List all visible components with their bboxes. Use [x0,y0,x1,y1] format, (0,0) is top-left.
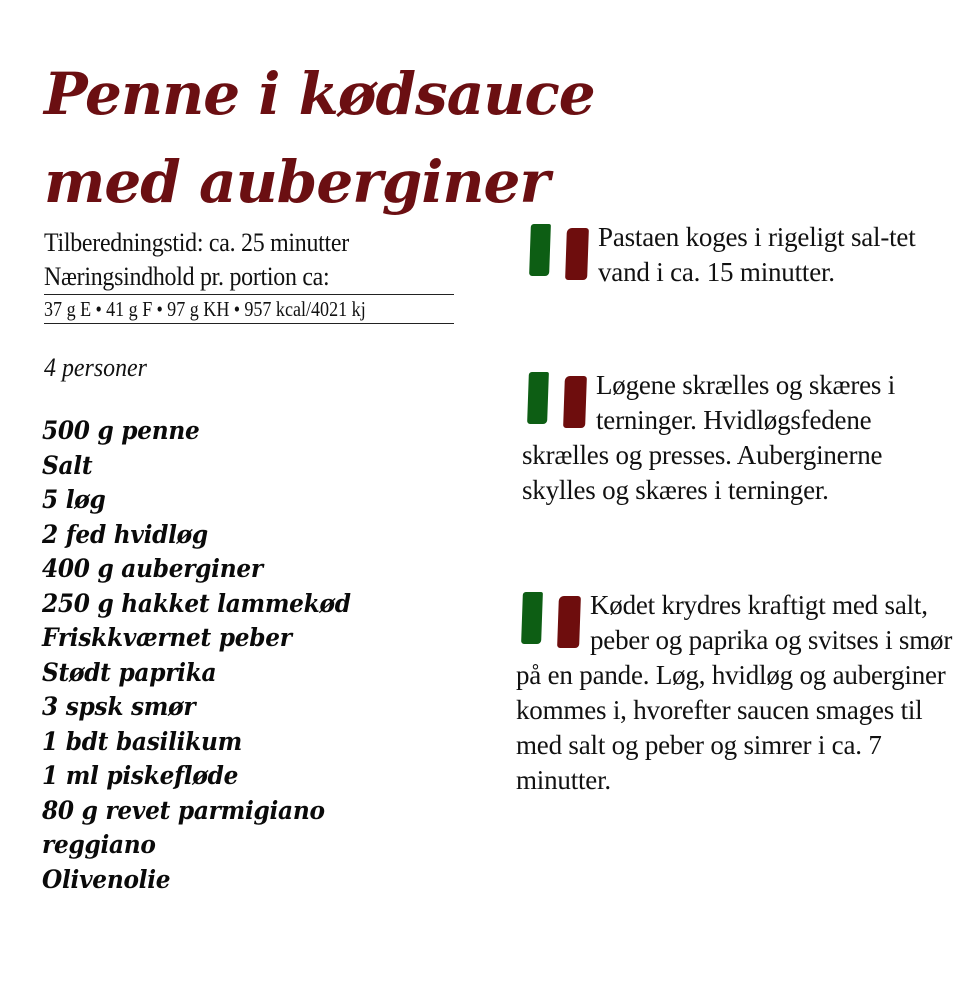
ingredient-item: Salt [42,450,93,480]
ingredient-item: 1 bdt basilikum [42,726,242,756]
ingredient-item: 2 fed hvidløg [42,519,208,549]
prep-time: Tilberedningstid: ca. 25 minutter [44,228,349,257]
recipe-meta [44,226,456,324]
step-text: Løgene skrælles og skæres i terninger. Hvidløgsfedene skrælles og presses. Auberginerne skylles og skæres i terninger. [522,370,896,505]
flag-red-stripe [565,228,589,280]
flag-red-stripe [557,596,581,648]
recipe-title-line-1: Penne i kødsauce [44,60,595,128]
flag-green-stripe [521,592,543,644]
recipe-title [44,50,595,226]
flag-green-stripe [527,372,549,424]
italian-flag-icon [524,220,592,282]
ingredient-item: 80 g revet parmigiano [42,795,325,825]
nutrition-energy: 957 kcal/4021 kj [244,297,366,321]
step-text: Kødet krydres kraftigt med salt, peber og paprika og svitses i smør på en pande. Løg, hvidløg og auberginer kommes i, hvorefter saucen smages til med salt og peber og simrer i ca. 7 minutter. [516,590,953,795]
italian-flag-icon [522,368,590,430]
nutrition-label: Næringsindhold pr. portion ca: [44,262,330,291]
flag-green-stripe [529,224,551,276]
ingredient-item: Stødt paprika [42,657,217,687]
bullet-separator: • [233,297,241,321]
recipe-title-line-2: med auberginer [44,148,549,216]
nutrition-carbs: 97 g KH [167,297,230,321]
italian-flag-icon [516,588,584,650]
bullet-separator: • [95,297,102,321]
ingredient-item: reggiano [42,830,156,859]
nutrition-fat: 41 g F [106,297,153,321]
recipe-step-1 [524,220,960,290]
servings: 4 personer [44,353,147,382]
ingredient-item: 500 g penne [42,416,200,445]
recipe-step-3 [516,588,956,798]
ingredient-list [42,414,374,897]
bullet-separator: • [156,297,163,321]
flag-red-stripe [563,376,587,428]
nutrition-values [44,295,397,323]
nutrition-protein: 37 g E [44,297,92,321]
ingredient-item: Friskkværnet peber [42,623,292,652]
step-text: Pastaen koges i rigeligt sal-tet vand i ca. 15 minutter. [598,222,916,287]
nutrition-box [44,294,454,324]
ingredient-item: 1 ml piskefløde [42,761,239,790]
ingredient-item: Olivenolie [42,864,171,894]
recipe-step-2 [522,368,960,508]
ingredient-item: 400 g auberginer [42,554,263,583]
ingredient-item: 3 spsk smør [42,692,196,721]
ingredient-item: 5 løg [42,485,106,514]
ingredient-item: 250 g hakket lammekød [42,588,351,618]
